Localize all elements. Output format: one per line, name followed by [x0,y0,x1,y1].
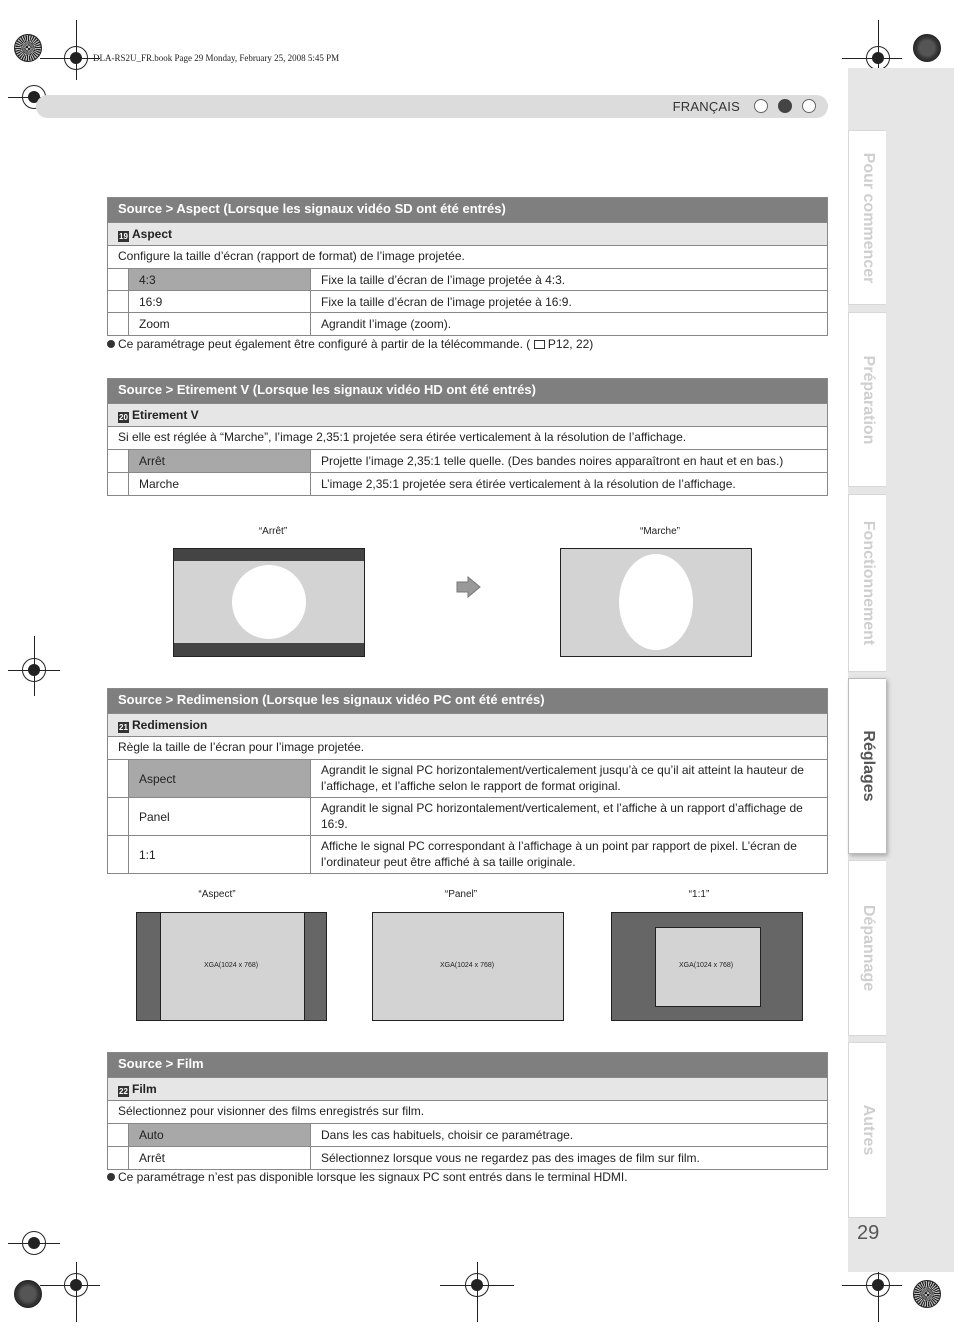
tab-pour-commencer[interactable]: Pour commencer [848,130,886,305]
option-row [108,759,827,797]
option-name: Arrêt [128,1147,311,1169]
option-row [108,290,827,312]
caption-1-1: “1:1” [688,889,710,900]
ellipse-shape [619,554,693,650]
indicator-dot-active [778,99,792,113]
arret-illustration [173,548,365,657]
header-bar [36,95,828,118]
crop-line [8,1243,60,1244]
indicator-dot [802,99,816,113]
option-desc: Affiche le signal PC correspondant à l’affichage à un point par rapport de pixel. L’écran de l’ordinateur peut être affiché à sa taille originale. [321,839,797,869]
registration-wheel-icon [14,1280,42,1308]
crop-line [40,1285,100,1286]
crop-line [40,58,100,59]
tab-preparation[interactable]: Préparation [848,312,886,487]
caption-panel: “Panel” [444,889,478,900]
option-row [108,472,827,495]
marche-illustration [560,548,752,657]
print-info: DLA-RS2U_FR.book Page 29 Monday, February 25, 2008 5:45 PM [93,53,340,63]
option-name: Zoom [128,313,311,335]
setting-description: Sélectionnez pour visionner des films enregistrés sur film. [108,1100,827,1123]
setting-name: 21 Redimension [108,713,827,736]
option-name: Marche [128,473,311,495]
caption-marche: “Marche” [639,526,680,537]
aspect-illustration [136,912,327,1021]
page-number: 29 [857,1222,880,1244]
crop-line [842,58,902,59]
caption-aspect: “Aspect” [198,889,236,900]
section-title: Source > Film [108,1053,827,1077]
option-desc: Fixe la taille d’écran de l’image projetée à 16:9. [321,295,572,309]
setting-description: Si elle est réglée à “Marche”, l’image 2,35:1 projetée sera étirée verticalement à la résolution de l’affichage. [108,426,827,449]
option-desc: L’image 2,35:1 projetée sera étirée verticalement à la résolution de l’affichage. [321,477,736,491]
book-icon [534,340,545,349]
option-row [108,1123,827,1146]
bullet-icon [107,340,115,348]
indicator-dot [754,99,768,113]
option-name: Aspect [128,760,311,797]
crop-line [76,1262,77,1322]
registration-wheel-icon [14,34,42,62]
option-name: 1:1 [128,836,311,873]
item-number: 20 [119,413,128,422]
setting-description: Configure la taille d’écran (rapport de format) de l’image projetée. [108,245,827,268]
one-to-one-illustration [611,912,803,1021]
option-name: Auto [128,1124,311,1146]
option-name: 4:3 [128,269,311,290]
circle-shape [232,565,306,639]
option-desc: Fixe la taille d’écran de l’image projetée à 4:3. [321,273,566,287]
option-desc: Dans les cas habituels, choisir ce paramétrage. [321,1128,574,1142]
tab-reglages[interactable]: Réglages [848,678,886,854]
option-desc: Agrandit l’image (zoom). [321,317,452,331]
option-name: Panel [128,798,311,835]
option-row [108,1146,827,1169]
option-row [108,312,827,335]
panel-illustration [372,912,564,1021]
section-title: Source > Redimension (Lorsque les signaux vidéo PC ont été entrés) [108,689,827,713]
aspect-table [107,197,828,336]
setting-name: 20 Etirement V [108,403,827,426]
item-number: 21 [119,723,128,732]
etirement-table [107,378,828,496]
xga-label: XGA(1024 x 768) [679,962,734,969]
xga-label: XGA(1024 x 768) [440,962,495,969]
option-name: Arrêt [128,450,311,472]
note: Ce paramétrage peut également être configuré à partir de la télécommande. ( P12, 22) [107,337,593,351]
section-title: Source > Aspect (Lorsque les signaux vidéo SD ont été entrés) [108,198,827,222]
language-label: FRANÇAIS [672,99,740,114]
option-desc: Projette l’image 2,35:1 telle quelle. (Des bandes noires apparaîtront en haut et en bas.) [321,454,784,468]
setting-description: Règle la taille de l’écran pour l’image projetée. [108,736,827,759]
option-row [108,835,827,873]
film-table [107,1052,828,1170]
setting-name: 19 Aspect [108,222,827,245]
xga-label: XGA(1024 x 768) [204,962,259,969]
crop-line [477,1262,478,1322]
item-number: 19 [119,232,128,241]
crop-line [842,1285,902,1286]
tab-depannage[interactable]: Dépannage [848,860,886,1036]
section-title: Source > Etirement V (Lorsque les signaux vidéo HD ont été entrés) [108,379,827,403]
option-name: 16:9 [128,291,311,312]
item-number: 22 [119,1087,128,1096]
setting-name: 22 Film [108,1077,827,1100]
caption-arret: “Arrêt” [258,526,288,537]
option-desc: Agrandit le signal PC horizontalement/verticalement, et l’affiche à un rapport d’affichage de 16:9. [321,801,803,831]
tab-fonctionnement[interactable]: Fonctionnement [848,494,886,672]
option-desc: Sélectionnez lorsque vous ne regardez pas des images de film sur film. [321,1151,700,1165]
redimension-table [107,688,828,874]
option-row [108,268,827,290]
tab-autres[interactable]: Autres [848,1042,886,1218]
right-arrow-icon [456,576,482,598]
option-desc: Agrandit le signal PC horizontalement/verticalement jusqu’à ce qu’il ait atteint la hauteur de l’affichage, et l’affiche selon le rapport de format original. [321,763,804,793]
crop-line [34,636,35,696]
option-row [108,797,827,835]
note: Ce paramétrage n’est pas disponible lorsque les signaux PC sont entrés dans le terminal HDMI. [107,1170,628,1184]
registration-wheel-icon [913,1280,941,1308]
crop-line [76,20,77,80]
bullet-icon [107,1173,115,1181]
option-row [108,449,827,472]
registration-wheel-icon [913,34,941,62]
